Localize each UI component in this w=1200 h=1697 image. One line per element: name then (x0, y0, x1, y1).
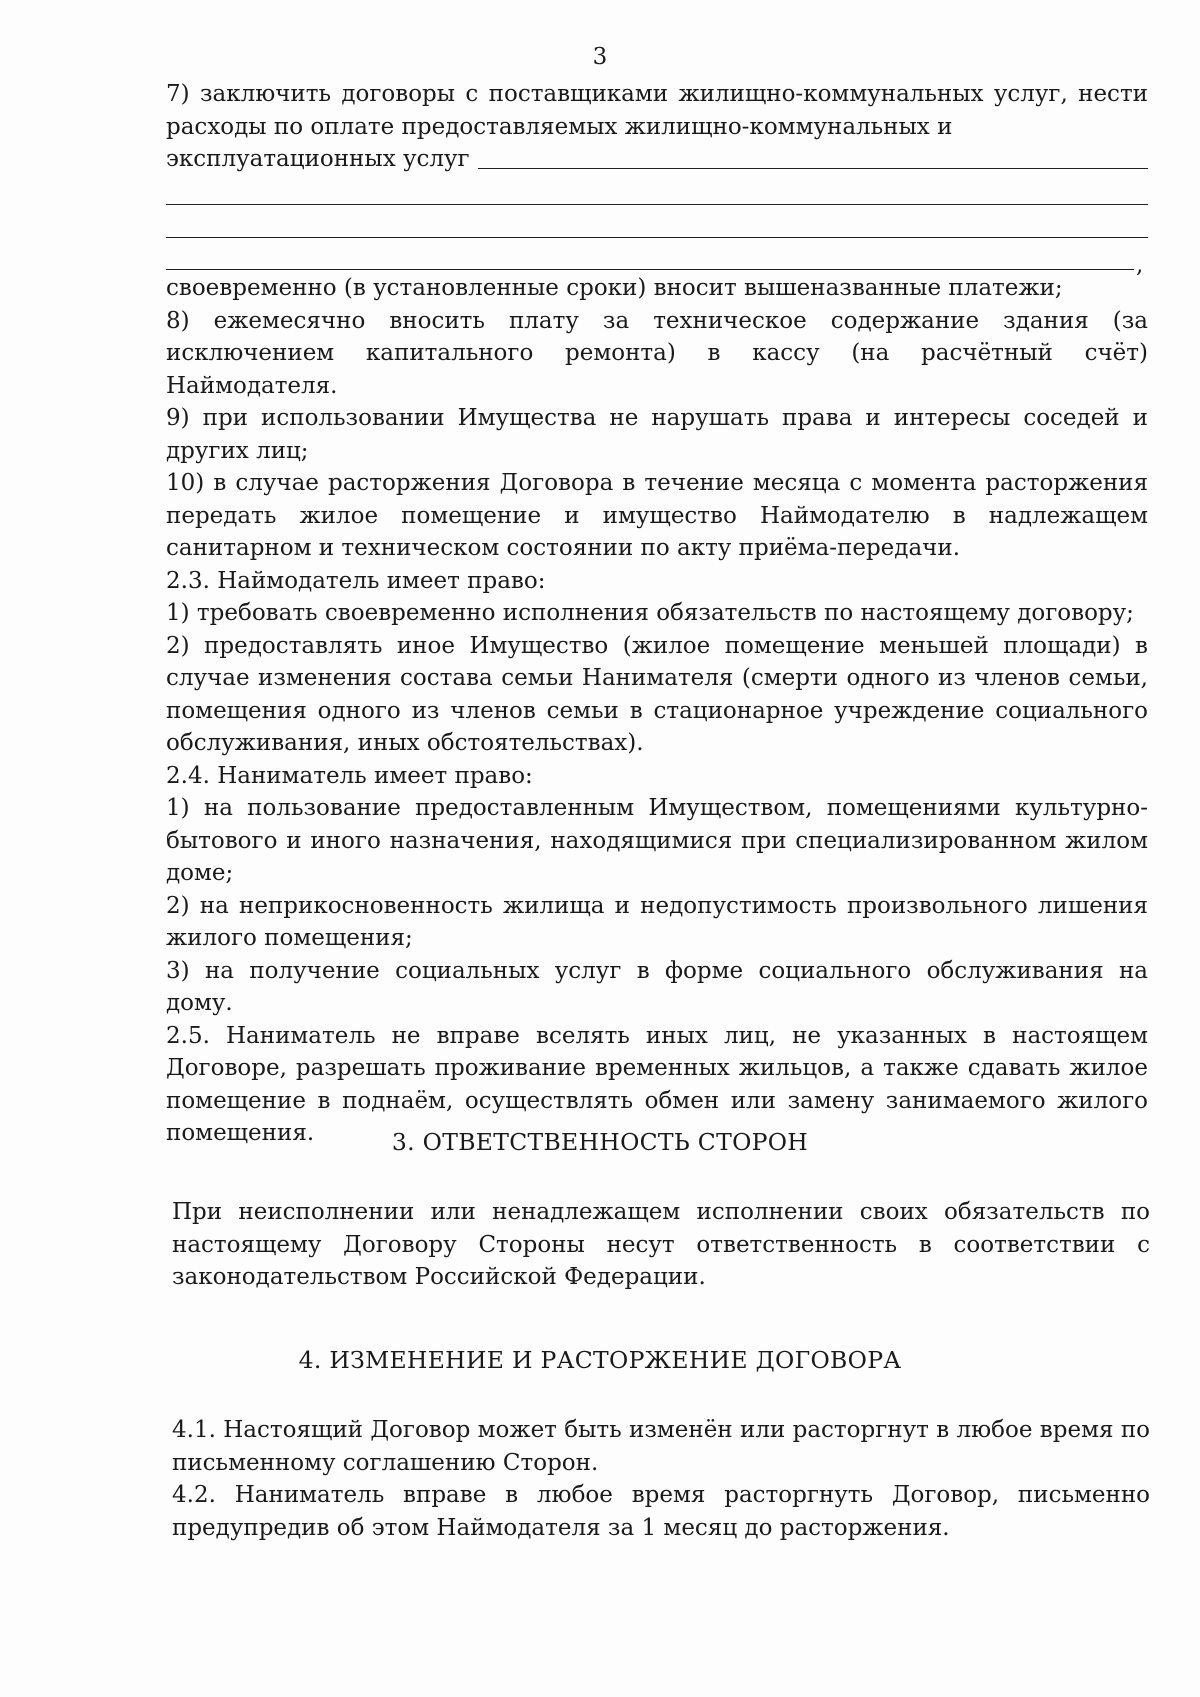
clause-heading: 2.4. Наниматель имеет право: (166, 762, 533, 789)
paragraph: 2) предоставлять иное Имущество (жилое помещение меньшей площади) в случае изменения состава семьи Нанимателя (смерти одного из членов семьи, помещения одного из членов семьи в стационарное учреждение социального обслуживания, иных обстоятельствах). (166, 632, 1148, 756)
paragraph: 3) на получение социальных услуг в форме социального обслуживания на дому. (166, 957, 1148, 1016)
blank-fill-4 (166, 269, 1134, 270)
paragraph: 10) в случае расторжения Договора в течение месяца с момента расторжения передать жилое помещение и имущество Наймодателю в надлежащем санитарном и техническом состоянии по акту приёма-передачи. (166, 470, 1148, 561)
section-3-heading: 3. ОТВЕТСТВЕННОСТЬ СТОРОН (391, 1128, 809, 1156)
blank-fill-2 (166, 204, 1148, 205)
page-number: 3 (592, 44, 608, 70)
paragraph: 4.2. Наниматель вправе в любое время расторгнуть Договор, письменно предупредив об этом Наймодателя за 1 месяц до расторжения. (172, 1482, 1150, 1541)
paragraph: 2) на неприкосновенность жилища и недопустимость произвольного лишения жилого помещения; (166, 892, 1148, 951)
paragraph: 9) при использовании Имущества не нарушать права и интересы соседей и других лиц; (166, 405, 1148, 464)
paragraph: 1) на пользование предоставленным Имуществом, помещениями культурно-бытового и иного назначения, находящимися при специализированном жилом доме; (166, 795, 1148, 886)
clause-heading: 2.3. Наймодатель имеет право: (166, 567, 546, 594)
paragraph: своевременно (в установленные сроки) вносит вышеназванные платежи; (166, 275, 1063, 301)
paragraph: При неисполнении или ненадлежащем исполнении своих обязательств по настоящему Договору Стороны несут ответственность в соответствии с законодательством Российской Федерации. (172, 1199, 1150, 1290)
paragraph: 1) требовать своевременно исполнения обязательств по настоящему договору; (166, 600, 1134, 626)
paragraph: 8) ежемесячно вносить плату за техническое содержание здания (за исключением капитального ремонта) в кассу (на расчётный счёт) Наймодателя. (166, 307, 1148, 399)
fill-comma: , (1136, 252, 1144, 278)
section-3-text (172, 1196, 1150, 1294)
blank-fill-1 (478, 167, 1148, 169)
item-7-fill-line (166, 143, 1148, 176)
blank-fill-3 (166, 237, 1148, 238)
section-4-text (172, 1414, 1150, 1544)
paragraph: 2.5. Наниматель не вправе вселять иных лиц, не указанных в настоящем Договоре, разрешать проживание временных жильцов, а также сдавать жилое помещение в поднаём, осуществлять обмен или замену занимаемого жилого помещения. (166, 1022, 1148, 1146)
section-2-continued (166, 272, 1148, 1150)
paragraph: 4.1. Настоящий Договор может быть изменён или расторгнут в любое время по письменному соглашению Сторон. (172, 1417, 1150, 1476)
item-7-text: 7) заключить договоры с поставщиками жилищно-коммунальных услуг, нести расходы по оплате предоставляемых жилищно-коммунальных и (166, 81, 1148, 140)
section-4-heading: 4. ИЗМЕНЕНИЕ И РАСТОРЖЕНИЕ ДОГОВОРА (298, 1346, 902, 1374)
item-7 (166, 78, 1148, 176)
item-7-services-label: эксплуатационных услуг (166, 146, 470, 172)
